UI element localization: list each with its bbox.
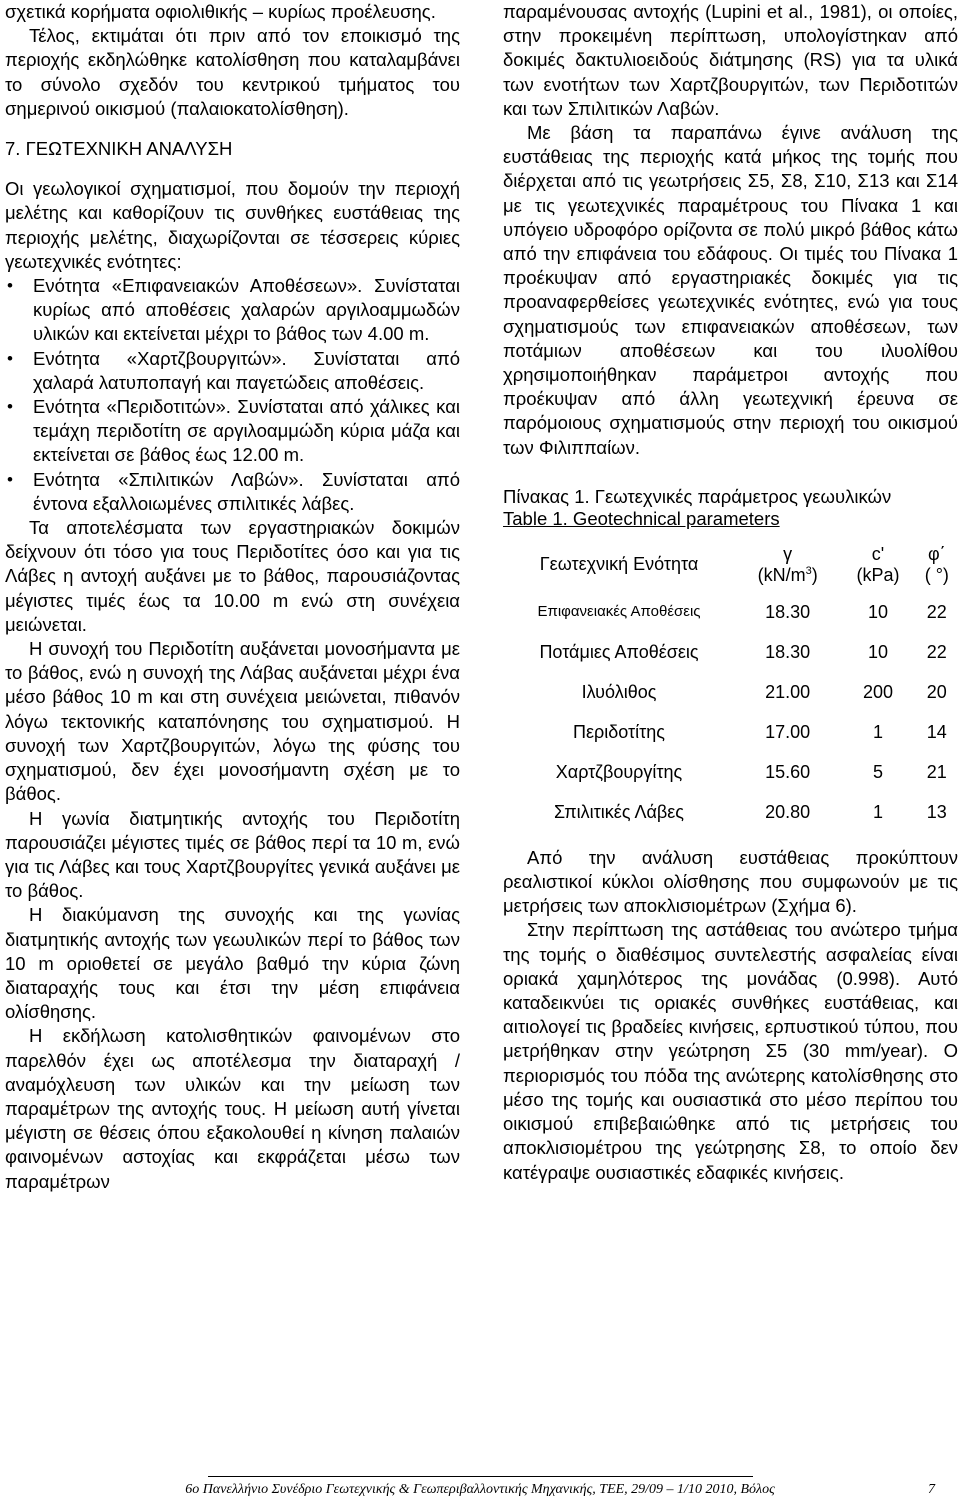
paragraph: παραμένουσας αντοχής (Lupini et al., 1981), οι οποίες, στην προκειμένη περίπτωση, υπολογίστηκαν από δοκιμές δακτυλιοειδούς διάτμησης (RS) για τα υλικά των ενοτήτων των Χαρτζβουργιτών, των Περιδοτιτών και των Σπιλιτικών Λαβών. xyxy=(503,1,958,119)
gamma-unit-base: (kN/m xyxy=(757,564,806,585)
header-phi-unit: ( °) xyxy=(924,564,949,585)
table-caption-greek: Πίνακας 1. Γεωτεχνικές παράμετρος γεωυλικών xyxy=(503,485,892,507)
header-gamma xyxy=(735,538,840,592)
cell-cohesion: 200 xyxy=(862,681,893,702)
cell-cohesion: 10 xyxy=(867,641,888,662)
table-row xyxy=(503,632,958,672)
paragraph: Οι γεωλογικοί σχηματισμοί, που δομούν την περιοχή μελέτης και καθορίζουν τις συνθήκες ευστάθειας της περιοχής μελέτης, διαχωρίζονται σε τέσσερεις κύριες γεωτεχνικές ενότητες: xyxy=(5,178,460,272)
cell-phi: 21 xyxy=(926,761,947,782)
cell-phi: 22 xyxy=(926,601,947,622)
gamma-unit-end: ) xyxy=(811,564,818,585)
header-cohesion xyxy=(840,538,915,592)
header-gamma-symbol: γ xyxy=(783,543,793,564)
list-item: • Ενότητα «Επιφανειακών Αποθέσεων». Συνίσταται κυρίως από αποθέσεις χαλαρών αργιλοαμμωδών υλικών και εκτείνεται μέχρι το βάθος των 4.00 m. xyxy=(5,274,460,347)
cell-gamma: 18.30 xyxy=(765,641,811,662)
cell-gamma: 20.80 xyxy=(765,801,811,822)
cell-gamma: 17.00 xyxy=(765,721,811,742)
cell-unit-name: Ιλυόλιθος xyxy=(581,681,657,702)
cell-phi: 14 xyxy=(926,721,947,742)
header-unit: Γεωτεχνική Ενότητα xyxy=(539,554,699,575)
table-caption-english: Table 1. Geotechnical parameters xyxy=(503,507,780,529)
cell-phi: 13 xyxy=(926,801,947,822)
page-footer xyxy=(0,1482,960,1498)
list-item: • Ενότητα «Περιδοτιτών». Συνίσταται από χάλικες και τεμάχη περιδοτίτη σε αργιλοαμμώδη κύρια μάζα και εκτείνεται σε βάθος έως 12.00 m. xyxy=(5,395,460,468)
cell-gamma: 18.30 xyxy=(765,601,811,622)
cell-cohesion: 10 xyxy=(867,601,888,622)
header-cohesion-unit: (kPa) xyxy=(856,564,900,585)
header-phi-symbol: φ΄ xyxy=(927,543,946,564)
footer-rule xyxy=(208,1476,753,1477)
cell-unit-name: Σπιλιτικές Λάβες xyxy=(554,801,684,822)
table-row xyxy=(503,712,958,752)
unit-list xyxy=(5,274,460,516)
left-column xyxy=(5,0,460,1194)
cell-cohesion: 5 xyxy=(872,761,883,782)
page-number: 7 xyxy=(928,1482,935,1497)
cell-unit-name: Περιδοτίτης xyxy=(573,721,665,742)
paragraph: Τέλος, εκτιμάται ότι πριν από τον εποικισμό της περιοχής εκδηλώθηκε κατολίσθηση που καταλαμβάνει το σύνολο σχεδόν του κεντρικού τμήματος του σημερινού οικισμού (παλαιοκατολίσθηση). xyxy=(5,25,460,119)
cell-cohesion: 1 xyxy=(872,801,883,822)
list-item: • Ενότητα «Χαρτζβουργιτών». Συνίσταται από χαλαρά λατυποπαγή και παγετώδεις αποθέσεις. xyxy=(5,347,460,395)
cell-gamma: 21.00 xyxy=(765,681,811,702)
header-cohesion-symbol: c' xyxy=(871,543,885,564)
paragraph: Τα αποτελέσματα των εργαστηριακών δοκιμών δείχνουν ότι τόσο για τους Περιδοτίτες όσο και για τις Λάβες η αντοχή αυξάνει με το βάθος, παρουσιάζοντας μέγιστες τιμές έως τα 10.00 m ενώ στη συνέχεια μειώνεται. xyxy=(5,517,460,635)
cell-cohesion: 1 xyxy=(872,721,883,742)
cell-unit-name: Επιφανειακές Αποθέσεις xyxy=(537,602,701,620)
footer-conference: 6ο Πανελλήνιο Συνέδριο Γεωτεχνικής & Γεωπεριβαλλοντικής Μηχανικής, ΤΕΕ, 29/09 – 1/10 2010, Βόλος xyxy=(185,1482,775,1497)
table-caption xyxy=(503,486,958,530)
paragraph: Με βάση τα παραπάνω έγινε ανάλυση της ευστάθειας της περιοχής κατά μήκος της τομής που διέρχεται από τις γεωτρήσεις Σ5, Σ8, Σ10, Σ13 και Σ14 με τις γεωτεχνικές παραμέτρους του Πίνακα 1 και υπόγειο υδροφόρο ορίζοντα σε πολύ μικρό βάθος κάτω από την επιφάνεια του εδάφους. Οι τιμές του Πίνακα 1 προέκυψαν από εργαστηριακές δοκιμές για τις προαναφερθείσες γεωτεχνικές ενότητες, ενώ για τους σχηματισμούς των επιφανειακών αποθέσεων, των ποτάμιων αποθέσεων και του ιλυολίθου χρησιμοποιήθηκαν παράμετροι αντοχής που προέκυψαν από άλλη γεωτεχνική έρευνα σε παρόμοιους σχηματισμούς στην περιοχή του οικισμού των Φιλιππαίων. xyxy=(503,122,958,458)
paragraph: σχετικά κορήματα οφιολιθικής – κυρίως προέλευσης. xyxy=(5,1,436,22)
cell-phi: 20 xyxy=(926,681,947,702)
header-gamma-unit xyxy=(735,565,840,586)
cell-gamma: 15.60 xyxy=(765,761,811,782)
table-header-row xyxy=(503,538,958,592)
table-row xyxy=(503,792,958,832)
cell-unit-name: Ποτάμιες Αποθέσεις xyxy=(539,641,699,662)
header-friction-angle xyxy=(916,538,958,592)
table-row xyxy=(503,752,958,792)
table-row xyxy=(503,672,958,712)
paragraph: Από την ανάλυση ευστάθειας προκύπτουν ρεαλιστικοί κύκλοι ολίσθησης που συμφωνούν με τις μετρήσεις των αποκλισιομέτρων (Σχήμα 6). xyxy=(503,846,958,917)
cell-phi: 22 xyxy=(926,641,947,662)
paragraph: Στην περίπτωση της αστάθειας του ανώτερο τμήμα της τομής ο διαθέσιμος συντελεστής ασφαλείας είναι οριακά χαμηλότερος της μονάδας (0.998). Αυτό καταδεικνύει τις οριακές συνθήκες ευστάθειας, και αιτιολογεί τις βραδείες κινήσεις, ερπυστικού τύπου, που μετρήθηκαν στην γεώτρηση Σ5 (30 mm/year). Ο περιορισμός του πόδα της ανώτερης κατολίσθησης στο μέσο της τομής και ουσιαστικά στο μέσο περίπου του οικισμού επιβεβαιώθηκε από τις μετρήσεις του αποκλισιομέτρου της γεώτρησης Σ8, το οποίο δεν κατέγραψε ουσιαστικές εδαφικές κινήσεις. xyxy=(503,919,958,1183)
geotechnical-parameters-table xyxy=(503,538,958,832)
paragraph: Η διακύμανση της συνοχής και της γωνίας διατμητικής αντοχής των γεωυλικών περί το βάθος των 10 m οριοθετεί σε μεγάλο βαθμό την κύρια ζώνη διαταραχής τους και έτσι την μέση επιφάνεια ολίσθησης. xyxy=(5,904,460,1023)
cell-unit-name: Χαρτζβουργίτης xyxy=(555,761,683,782)
table-row xyxy=(503,592,958,632)
paragraph: Η εκδήλωση κατολισθητικών φαινομένων στο παρελθόν έχει ως αποτέλεσμα την διαταραχή / αναμόχλευση των υλικών και την μείωση των παραμέτρων της αντοχής τους. Η μείωση αυτή γίνεται μέγιστη σε θέσεις όπου εξακολουθεί η κίνηση παλαιών φαινομένων αστοχίας και εκφράζεται μέσω των παραμέτρων xyxy=(5,1025,460,1192)
paragraph: Η συνοχή του Περιδοτίτη αυξάνεται μονοσήμαντα με το βάθος, ενώ η συνοχή της Λάβας αυξάνεται μέχρι ένα μέσο βάθος 10 m και στη συνέχεια μειώνεται, πιθανόν λόγω τεκτονικής καταπόνησης του σχηματισμού. Η συνοχή των Χαρτζβουργιτών, λόγω της φύσης του σχηματισμού, δεν έχει μονοσήμαντη σχέση με το βάθος. xyxy=(5,638,460,805)
right-column xyxy=(503,0,958,1185)
gamma-unit-exponent: 3 xyxy=(805,564,812,577)
section-heading: 7. ΓΕΩΤΕΧΝΙΚΗ ΑΝΑΛΥΣΗ xyxy=(5,138,233,160)
paragraph: Η γωνία διατμητικής αντοχής του Περιδοτίτη παρουσιάζει μέγιστες τιμές σε βάθος περί τα 10 m, ενώ για τις Λάβες και τους Χαρτζβουργίτες γενικά αυξάνει με το βάθος. xyxy=(5,807,460,902)
list-item: • Ενότητα «Σπιλιτικών Λαβών». Συνίσταται από έντονα εξαλλοιωμένες σπιλιτικές λάβες. xyxy=(5,468,460,516)
